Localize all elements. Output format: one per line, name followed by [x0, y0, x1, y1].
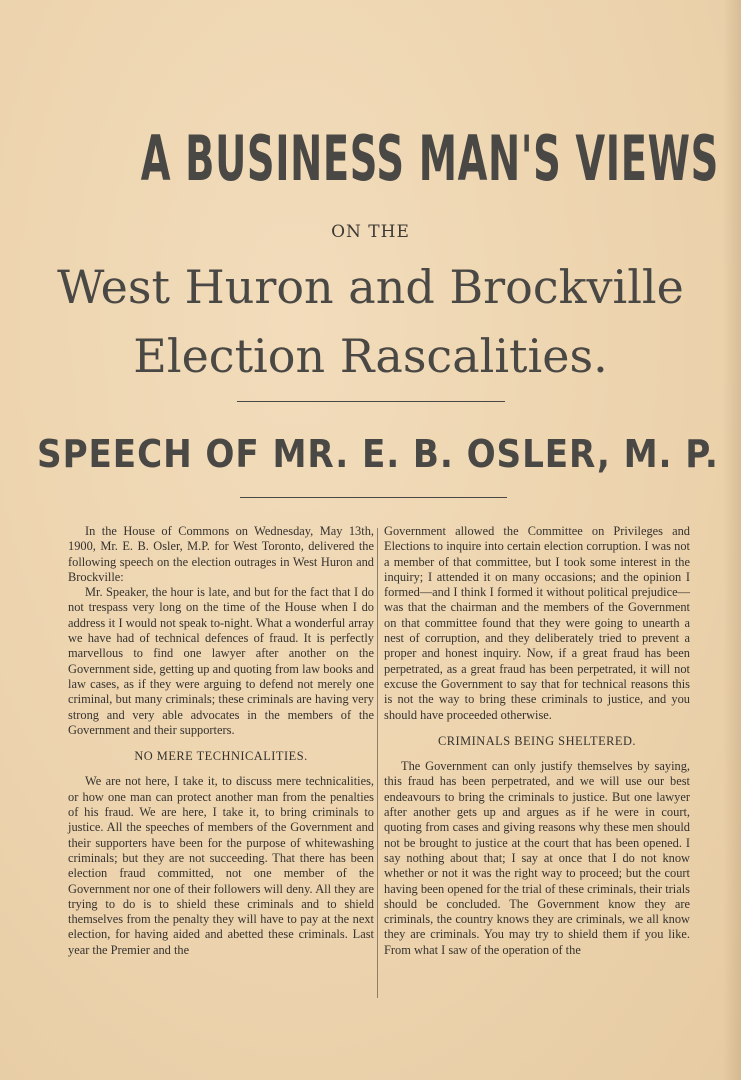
left-paragraph-2: Mr. Speaker, the hour is late, and but for the fact that I do not trespass very long on the time of the House when I do address it I would not speak to-night. What a wonderful array we have had of technical defences of fraud. It is perfectly marvellous to find one lawyer after another on the Government side, getting up and quoting from law books and law cases, as if they were arguing to defend not merely one criminal, but many criminals; these criminals are having very strong and very able advocates in the members of the Government and their supporters. — [68, 585, 374, 737]
right-paragraph-1: Government allowed the Committee on Privileges and Elections to inquire into certain election corruption. I was not a member of that committee, but I took some interest in the inquiry; I attended it on many occasions; and the opinion I formed—and I think I formed it without political prejudice—was that the chairman and the members of the Government on that committee found that they were going to unearth a nest of corruption, and they deliberately tried to prevent a proper and honest inquiry. Now, if a great fraud has been perpetrated, as a great fraud has been perpetrated, it will not excuse the Government to say that for technical reasons this is not the way to bring these criminals to justice, and you should have proceeded otherwise. — [384, 524, 690, 722]
left-paragraph-1: In the House of Commons on Wednesday, May 13th, 1900, Mr. E. B. Osler, M.P. for West Toronto, delivered the following speech on the election outrages in West Huron and Brockville: — [68, 524, 374, 584]
left-subheading: NO MERE TECHNICALITIES. — [134, 749, 308, 764]
column-divider — [377, 528, 378, 998]
left-column — [68, 524, 374, 958]
title-connector: ON THE — [331, 222, 410, 242]
right-subheading: CRIMINALS BEING SHELTERED. — [437, 733, 637, 748]
page-title: A BUSINESS MAN'S VIEWS — [140, 122, 719, 195]
right-column — [384, 524, 690, 958]
left-paragraph-3: We are not here, I take it, to discuss mere technicalities, or how one man can protect another man from the penalties of his fraud. We are here, I take it, to bring criminals to justice. All the speeches of members of the Government and their supporters have been for the purpose of whitewashing criminals; but they are not succeeding. That there has been election fraud committed, not one member of the Government nor one of their followers will deny. All they are trying to do is to shield these criminals and to shield themselves from the penalty they will have to pay at the next election, for having aided and abetted these criminals. Last year the Premier and the — [68, 774, 374, 957]
title-divider — [237, 401, 505, 402]
speech-heading: SPEECH OF MR. E. B. OSLER, M. P. — [37, 432, 719, 476]
subtitle-line-2: Election Rascalities. — [133, 329, 608, 383]
heading-divider — [240, 497, 507, 498]
subtitle-line-1: West Huron and Brockville — [57, 260, 684, 314]
right-paragraph-2: The Government can only justify themselves by saying, this fraud has been perpetrated, and we will use our best endeavours to bring the criminals to justice. But one lawyer after another gets up and argues as if he were in court, quoting from cases and giving reasons why these men should not be brought to justice at the court that has been opened. I say nothing about that; I say at once that I do not know whether or not it was the right way to proceed; but the court having been opened for the trial of these criminals, their trials should be concluded. The Government know they are criminals, the country knows they are criminals, we all know they are criminals. You may try to shield them if you like. From what I saw of the operation of the — [384, 759, 690, 957]
page-edge-shadow — [723, 0, 741, 1080]
